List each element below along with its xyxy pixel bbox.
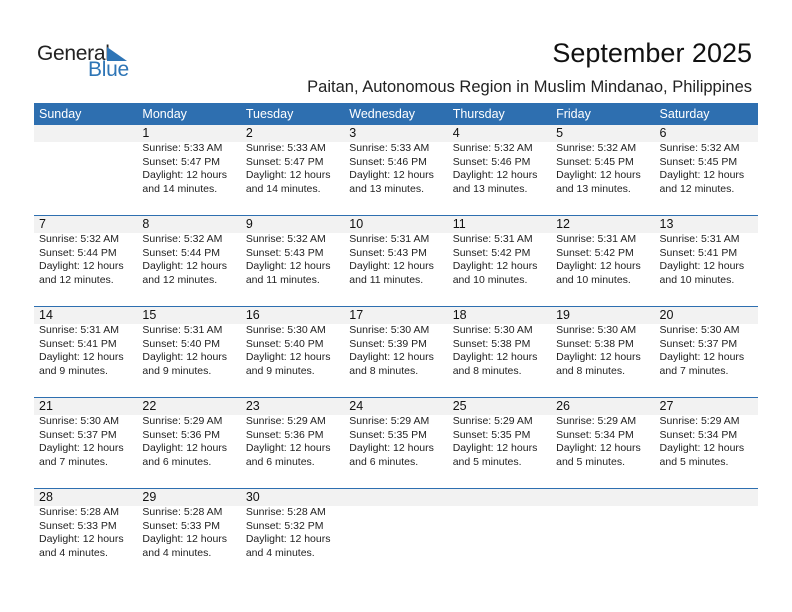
sunset-time: Sunset: 5:38 PM [556,337,634,350]
daylight-hours: Daylight: 12 hours [659,260,745,272]
sunset-time: Sunset: 5:33 PM [39,519,117,532]
sunset-time: Sunset: 5:42 PM [556,246,634,259]
day-number: 7 [39,217,46,231]
week-row [34,125,758,215]
sunrise-time: Sunrise: 5:30 AM [556,324,637,336]
empty-day-cell [448,489,551,560]
day-number: 9 [245,217,253,231]
day-cell [344,307,447,378]
sunrise-time: Sunrise: 5:29 AM [142,415,223,427]
weekday-tuesday: Tuesday [245,107,294,121]
day-cell [34,307,137,378]
sunrise-time: Sunrise: 5:32 AM [452,142,533,154]
day-number: 26 [556,399,571,413]
sunrise-time: Sunrise: 5:30 AM [659,324,740,336]
sunrise-time: Sunrise: 5:31 AM [349,233,430,245]
day-number: 15 [142,308,157,322]
daylight-hours: Daylight: 12 hours [39,533,124,545]
daylight-hours: Daylight: 12 hours [245,169,331,181]
day-cell [344,125,447,196]
daylight-minutes: and 11 minutes. [245,273,320,286]
day-cell [344,398,447,469]
sunset-time: Sunset: 5:42 PM [452,246,531,259]
day-number: 12 [556,217,571,231]
page-title: September 2025 [552,38,752,68]
daylight-hours: Daylight: 12 hours [142,351,228,363]
sunrise-time: Sunrise: 5:29 AM [245,415,326,427]
day-cell [655,125,758,196]
daylight-minutes: and 6 minutes. [142,455,212,468]
day-cell [551,307,654,378]
day-cell [551,216,654,287]
sunrise-time: Sunrise: 5:32 AM [142,233,223,245]
daylight-minutes: and 13 minutes. [349,182,424,195]
day-number: 4 [452,126,460,140]
sunrise-time: Sunrise: 5:30 AM [245,324,326,336]
weekday-sunday: Sunday [39,107,82,121]
sunrise-time: Sunrise: 5:29 AM [349,415,430,427]
sunset-time: Sunset: 5:41 PM [659,246,738,259]
week-days [34,398,758,469]
day-number: 23 [245,399,260,413]
daylight-hours: Daylight: 12 hours [659,351,745,363]
daylight-hours: Daylight: 12 hours [245,442,331,454]
day-cell [137,398,240,469]
sunrise-time: Sunrise: 5:28 AM [142,506,223,518]
sunset-time: Sunset: 5:40 PM [245,337,324,350]
day-number: 14 [39,308,53,322]
day-cell [34,489,137,560]
day-cell [241,307,344,378]
day-cell [551,125,654,196]
day-number: 8 [142,217,150,231]
calendar-grid [34,103,758,579]
sunset-time: Sunset: 5:46 PM [452,155,531,168]
sunset-time: Sunset: 5:35 PM [349,428,427,441]
daylight-hours: Daylight: 12 hours [556,260,641,272]
day-number: 10 [349,217,364,231]
daylight-hours: Daylight: 12 hours [349,260,434,272]
daylight-hours: Daylight: 12 hours [452,260,538,272]
sunset-time: Sunset: 5:34 PM [556,428,634,441]
sunrise-time: Sunrise: 5:31 AM [556,233,637,245]
sunset-time: Sunset: 5:44 PM [39,246,117,259]
daylight-minutes: and 13 minutes. [452,182,528,195]
logo [37,42,137,82]
day-number: 27 [659,399,674,413]
empty-day-cell [655,489,758,560]
day-cell [241,216,344,287]
daylight-minutes: and 9 minutes. [245,364,315,377]
daylight-minutes: and 12 minutes. [659,182,735,195]
daylight-minutes: and 13 minutes. [556,182,631,195]
daylight-minutes: and 11 minutes. [349,273,424,286]
sunset-time: Sunset: 5:43 PM [245,246,324,259]
sunset-time: Sunset: 5:47 PM [245,155,324,168]
day-cell [34,398,137,469]
daylight-hours: Daylight: 12 hours [556,442,641,454]
day-cell [655,398,758,469]
daylight-minutes: and 8 minutes. [452,364,522,377]
sunrise-time: Sunrise: 5:31 AM [39,324,119,336]
daylight-hours: Daylight: 12 hours [142,169,228,181]
day-cell [137,216,240,287]
day-cell [448,125,551,196]
day-cell [241,125,344,196]
day-cell [655,307,758,378]
sunrise-time: Sunrise: 5:28 AM [39,506,119,518]
day-number: 29 [142,490,157,504]
daylight-minutes: and 14 minutes. [142,182,218,195]
sunrise-time: Sunrise: 5:33 AM [349,142,430,154]
empty-day-cell [344,489,447,560]
day-cell [137,125,240,196]
daylight-hours: Daylight: 12 hours [452,169,538,181]
day-number: 13 [659,217,674,231]
sunset-time: Sunset: 5:39 PM [349,337,427,350]
day-number: 3 [349,126,357,140]
daylight-minutes: and 5 minutes. [556,455,625,468]
daylight-minutes: and 12 minutes. [39,273,114,286]
day-number: 2 [245,126,253,140]
daylight-hours: Daylight: 12 hours [142,442,228,454]
daylight-minutes: and 10 minutes. [659,273,735,286]
daylight-hours: Daylight: 12 hours [556,169,641,181]
daylight-minutes: and 5 minutes. [659,455,729,468]
weekday-wednesday: Wednesday [349,107,416,121]
week-days [34,307,758,378]
sunset-time: Sunset: 5:34 PM [659,428,738,441]
daylight-minutes: and 9 minutes. [39,364,108,377]
empty-day-cell [551,489,654,560]
day-number: 21 [39,399,53,413]
day-number: 17 [349,308,364,322]
daylight-minutes: and 4 minutes. [39,546,108,559]
sunrise-time: Sunrise: 5:33 AM [245,142,326,154]
sunrise-time: Sunrise: 5:31 AM [142,324,223,336]
sunrise-time: Sunrise: 5:31 AM [452,233,533,245]
daylight-hours: Daylight: 12 hours [349,169,434,181]
sunset-time: Sunset: 5:47 PM [142,155,221,168]
sunrise-time: Sunrise: 5:32 AM [245,233,326,245]
day-number: 5 [556,126,564,140]
weeks-container [34,125,758,579]
sunrise-time: Sunrise: 5:30 AM [452,324,533,336]
sunrise-time: Sunrise: 5:28 AM [245,506,326,518]
daylight-hours: Daylight: 12 hours [659,169,745,181]
day-number: 22 [142,399,157,413]
day-cell [655,216,758,287]
daylight-minutes: and 8 minutes. [556,364,625,377]
sunset-time: Sunset: 5:40 PM [142,337,221,350]
day-number: 24 [349,399,364,413]
daylight-hours: Daylight: 12 hours [142,260,228,272]
daylight-minutes: and 6 minutes. [245,455,315,468]
week-row [34,306,758,397]
day-cell [551,398,654,469]
sunset-time: Sunset: 5:37 PM [39,428,117,441]
weekday-saturday: Saturday [659,107,710,121]
weekday-monday: Monday [142,107,187,121]
sunset-time: Sunset: 5:44 PM [142,246,221,259]
week-days [34,125,758,196]
daylight-hours: Daylight: 12 hours [349,442,434,454]
daylight-minutes: and 4 minutes. [245,546,315,559]
sunset-time: Sunset: 5:46 PM [349,155,427,168]
daylight-minutes: and 6 minutes. [349,455,419,468]
day-cell [137,489,240,560]
week-days [34,216,758,287]
sunset-time: Sunset: 5:45 PM [556,155,634,168]
day-number: 25 [452,399,467,413]
daylight-minutes: and 7 minutes. [39,455,108,468]
day-cell [137,307,240,378]
day-number: 18 [452,308,467,322]
daylight-hours: Daylight: 12 hours [556,351,641,363]
week-row [34,488,758,579]
daylight-minutes: and 4 minutes. [142,546,212,559]
daylight-minutes: and 5 minutes. [452,455,522,468]
sunset-time: Sunset: 5:37 PM [659,337,738,350]
sunset-time: Sunset: 5:45 PM [659,155,738,168]
weekday-thursday: Thursday [452,107,505,121]
sunset-time: Sunset: 5:32 PM [245,519,324,532]
sunrise-time: Sunrise: 5:29 AM [556,415,637,427]
daylight-minutes: and 12 minutes. [142,273,218,286]
sunset-time: Sunset: 5:41 PM [39,337,117,350]
day-cell [448,307,551,378]
daylight-hours: Daylight: 12 hours [349,351,434,363]
day-cell [448,398,551,469]
day-number: 30 [245,490,260,504]
daylight-minutes: and 9 minutes. [142,364,212,377]
week-days [34,489,758,560]
daylight-minutes: and 14 minutes. [245,182,321,195]
sunset-time: Sunset: 5:33 PM [142,519,221,532]
weekday-header-row [34,103,758,125]
day-number: 6 [659,126,667,140]
day-number: 20 [659,308,674,322]
sunrise-time: Sunrise: 5:33 AM [142,142,223,154]
daylight-hours: Daylight: 12 hours [245,351,331,363]
day-number: 28 [39,490,53,504]
daylight-minutes: and 8 minutes. [349,364,419,377]
sunset-time: Sunset: 5:35 PM [452,428,531,441]
daylight-hours: Daylight: 12 hours [452,442,538,454]
daylight-hours: Daylight: 12 hours [142,533,228,545]
sunset-time: Sunset: 5:43 PM [349,246,427,259]
day-number: 1 [142,126,150,140]
day-number: 19 [556,308,571,322]
location-subtitle: Paitan, Autonomous Region in Muslim Mindanao, Philippines [307,78,752,96]
day-number: 16 [245,308,260,322]
daylight-hours: Daylight: 12 hours [39,442,124,454]
sunset-time: Sunset: 5:36 PM [245,428,324,441]
sunrise-time: Sunrise: 5:32 AM [556,142,637,154]
sunrise-time: Sunrise: 5:30 AM [39,415,119,427]
daylight-minutes: and 10 minutes. [556,273,631,286]
sunrise-time: Sunrise: 5:30 AM [349,324,430,336]
logo-word-general: General [37,42,110,65]
daylight-minutes: and 7 minutes. [659,364,729,377]
daylight-minutes: and 10 minutes. [452,273,528,286]
empty-day-cell [34,125,137,196]
sunrise-time: Sunrise: 5:32 AM [659,142,740,154]
day-cell [448,216,551,287]
day-cell [344,216,447,287]
sunrise-time: Sunrise: 5:29 AM [452,415,533,427]
daylight-hours: Daylight: 12 hours [245,533,331,545]
day-cell [241,398,344,469]
sunset-time: Sunset: 5:38 PM [452,337,531,350]
day-number: 11 [452,217,466,231]
sunrise-time: Sunrise: 5:32 AM [39,233,119,245]
sunset-time: Sunset: 5:36 PM [142,428,221,441]
sunrise-time: Sunrise: 5:31 AM [659,233,740,245]
weekday-friday: Friday [556,107,591,121]
daylight-hours: Daylight: 12 hours [39,260,124,272]
day-cell [34,216,137,287]
day-cell [241,489,344,560]
daylight-hours: Daylight: 12 hours [659,442,745,454]
daylight-hours: Daylight: 12 hours [39,351,124,363]
week-row [34,397,758,488]
week-row [34,215,758,306]
sunrise-time: Sunrise: 5:29 AM [659,415,740,427]
logo-word-blue: Blue [88,58,129,81]
daylight-hours: Daylight: 12 hours [245,260,331,272]
daylight-hours: Daylight: 12 hours [452,351,538,363]
